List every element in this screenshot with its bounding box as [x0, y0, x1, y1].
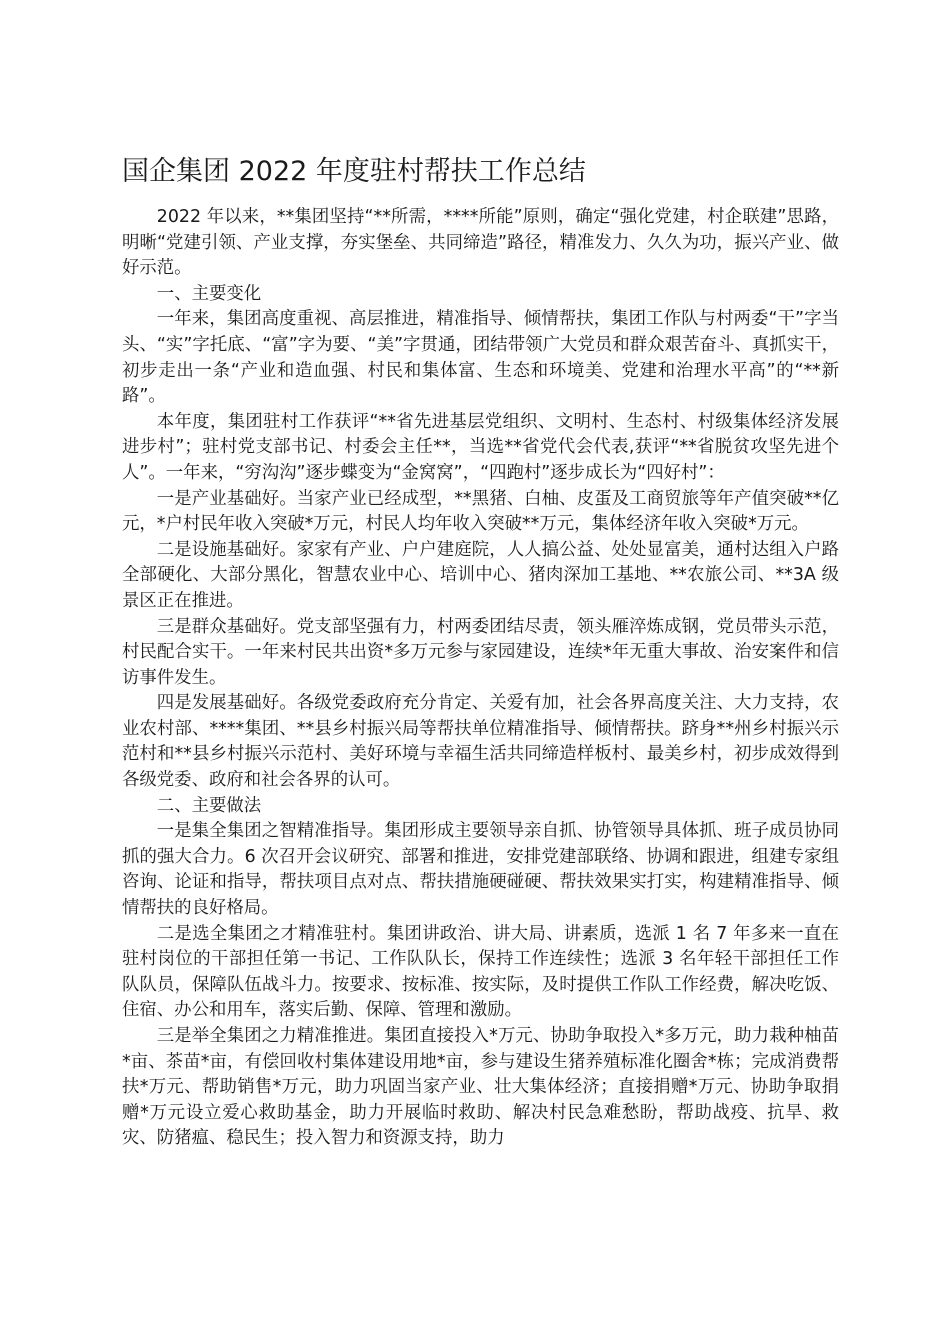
- document-body: [122, 205, 839, 1152]
- paragraph-facility-foundation: 二是设施基础好。家家有产业、户户建庭院，人人搞公益、处处显富美，通村达组入户路全部硬化、大部分黑化，智慧农业中心、培训中心、猪肉深加工基地、**农旅公司、**3A 级景区正在推进。: [122, 539, 839, 611]
- paragraph-development-foundation: 四是发展基础好。各级党委政府充分肯定、关爱有加，社会各界高度关注、大力支持，农业农村部、****集团、**县乡村振兴局等帮扶单位精准指导、倾情帮扶。跻身**州乡村振兴示范村和**县乡村振兴示范村、美好环境与幸福生活共同缔造样板村、最美乡村，初步成效得到各级党委、政府和社会各界的认可。: [122, 693, 839, 791]
- paragraph-overview: 一年来，集团高度重视、高层推进，精准指导、倾情帮扶，集团工作队与村两委“干”字当头、“实”字托底、“富”字为要、“美”字贯通，团结带领广大党员和群众艰苦奋斗、真抓实干，初步走出一条“产业和造血强、村民和集体富、生态和环境美、党建和治理水平高”的“**新路”。: [122, 309, 839, 407]
- paragraph-industry-foundation: 一是产业基础好。当家产业已经成型，**黑猪、白柚、皮蛋及工商贸旅等年产值突破**亿元，*户村民年收入突破*万元，村民人均年收入突破**万元，集体经济年收入突破*万元。: [122, 488, 839, 535]
- paragraph-intro: 2022 年以来，**集团坚持“**所需，****所能”原则，确定“强化党建，村企联建”思路，明晰“党建引领、产业支撑，夯实堡垒、共同缔造”路径，精准发力、久久为功，振兴产业、做好示范。: [122, 207, 839, 279]
- paragraph-honors: 本年度，集团驻村工作获评“**省先进基层党组织、文明村、生态村、村级集体经济发展进步村”；驻村党支部书记、村委会主任**，当选**省党代会代表,获评“**省脱贫攻坚先进个人”。一年来，“穷沟沟”逐步蝶变为“金窝窝”，“四跑村”逐步成长为“四好村”：: [122, 411, 839, 483]
- document-title: 国企集团 2022 年度驻村帮扶工作总结: [122, 156, 586, 187]
- paragraph-guidance: 一是集全集团之智精准指导。集团形成主要领导亲自抓、协管领导具体抓、班子成员协同抓的强大合力。6 次召开会议研究、部署和推进，安排党建部联络、协调和跟进，组建专家组咨询、论证和指导，帮扶项目点对点、帮扶措施硬碰硬、帮扶效果实打实，构建精准指导、倾情帮扶的良好格局。: [122, 821, 839, 919]
- paragraph-mass-foundation: 三是群众基础好。党支部坚强有力，村两委团结尽责，领头雁淬炼成钢，党员带头示范，村民配合实干。一年来村民共出资*多万元参与家园建设，连续*年无重大事故、治安案件和信访事件发生。: [122, 616, 839, 688]
- paragraph-promotion: 三是举全集团之力精准推进。集团直接投入*万元、协助争取投入*多万元，助力栽种柚苗*亩、茶苗*亩，有偿回收村集体建设用地*亩，参与建设生猪养殖标准化圈舍*栋；完成消费帮扶*万元、帮助销售*万元，助力巩固当家产业、壮大集体经济；直接捐赠*万元、协助争取捐赠*万元设立爱心救助基金，助力开展临时救助、解决村民急难愁盼，帮助战疫、抗旱、救灾、防猪瘟、稳民生；投入智力和资源支持，助力: [122, 1026, 839, 1149]
- section-heading-main-changes: 一、主要变化: [156, 283, 262, 304]
- section-heading-main-practices: 二、主要做法: [156, 795, 262, 816]
- paragraph-staffing: 二是选全集团之才精准驻村。集团讲政治、讲大局、讲素质，选派 1 名 7 年多来一直在驻村岗位的干部担任第一书记、工作队队长，保持工作连续性；选派 3 名年轻干部担任工作队队员，保障队伍战斗力。按要求、按标准、按实际，及时提供工作队工作经费，解决吃饭、住宿、办公和用车，落实后勤、保障、管理和激励。: [122, 923, 839, 1021]
